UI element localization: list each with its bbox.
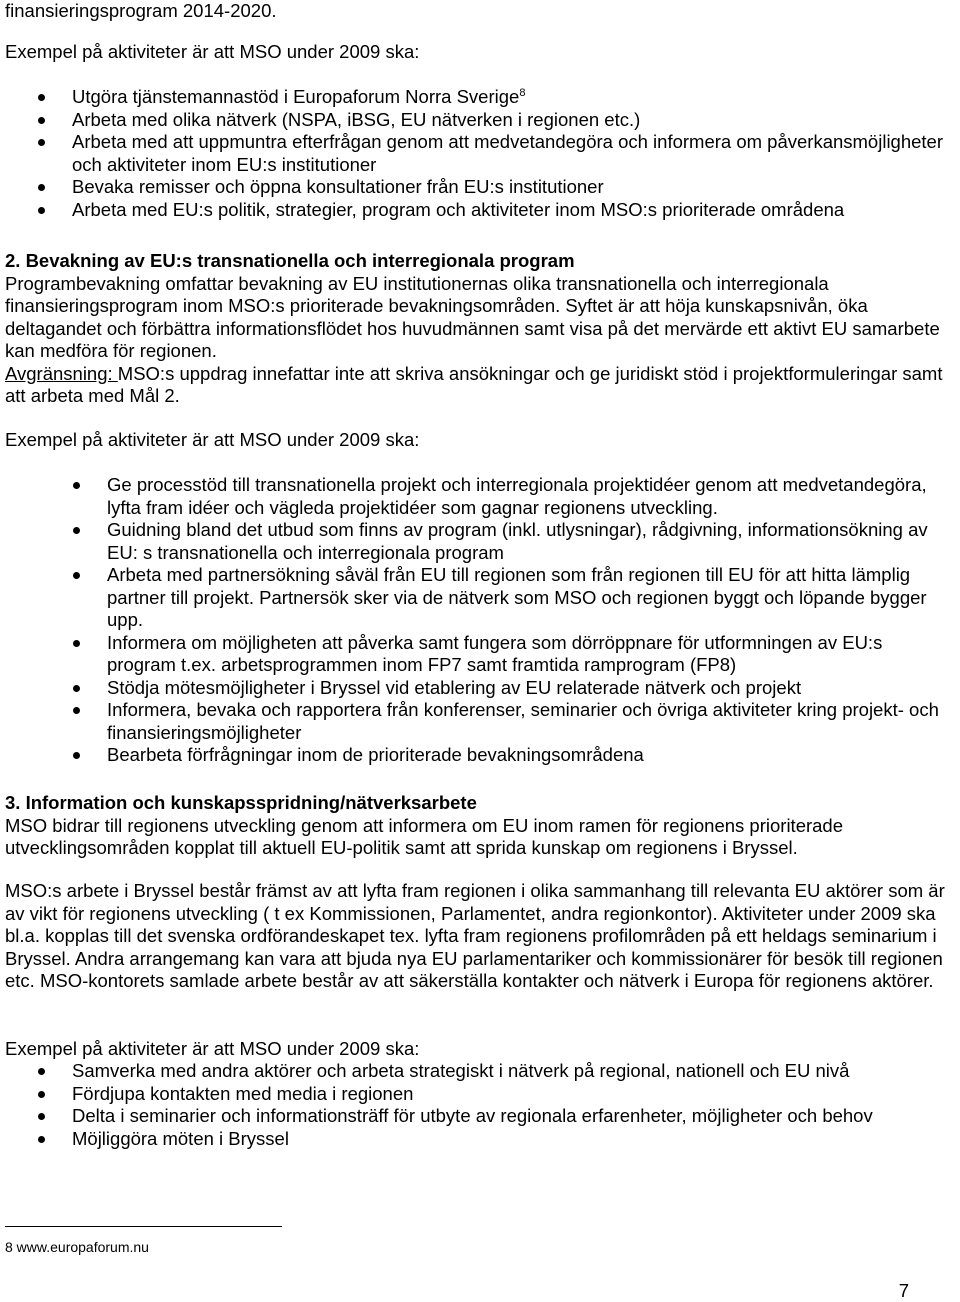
top-line: finansieringsprogram 2014-2020.: [5, 0, 277, 21]
activity-list-1: [5, 86, 956, 221]
section-2-paragraph: Programbevakning omfattar bevakning av EU institutionernas olika transnationella och interregionala finansieringsprogram inom MSO:s prioriterade bevakningsområden. Syftet är att höja kunskapsnivån, öka deltagandet och förbättra informationsflödet hos huvudmännen samt visa på det mervärde ett aktivt EU samarbete kan medföra för regionen.: [5, 272, 940, 361]
list-item: Informera, bevaka och rapportera från konferenser, seminarier och övriga aktiviteter kring projekt- och finansieringsmöjligheter: [5, 699, 956, 744]
limit-text: MSO:s uppdrag innefattar inte att skriva ansökningar och ge juridiskt stöd i projektformuleringar samt att arbeta med Mål 2.: [5, 362, 943, 406]
section-3-paragraph-1: MSO bidrar till regionens utveckling genom att informera om EU inom ramen för regionens prioriterade utvecklingsområden kopplat till aktuell EU-politik samt att sprida kunskap om regionens i Bryssel.: [5, 814, 844, 858]
activity-list-2: [5, 474, 956, 767]
list-item: Guidning bland det utbud som finns av program (inkl. utlysningar), rådgivning, informationsökning av EU: s transnationella och interregionala program: [5, 519, 956, 564]
section-3-heading: 3. Information och kunskapsspridning/nätverksarbete: [5, 792, 477, 813]
section-2-heading: 2. Bevakning av EU:s transnationella och interregionala program: [5, 250, 575, 271]
footnote-divider: [5, 1226, 282, 1227]
footnote: 8 www.europaforum.nu: [5, 1239, 149, 1255]
list-item: Arbeta med EU:s politik, strategier, program och aktiviteter inom MSO:s prioriterade områdena: [5, 199, 956, 222]
list-item: Arbeta med partnersökning såväl från EU till regionen som från regionen till EU för att hitta lämplig partner till projekt. Partnersök sker via de nätverk som MSO och regionen byggt och löpande bygger upp.: [5, 564, 956, 632]
list-item: Stödja mötesmöjligheter i Bryssel vid etablering av EU relaterade nätverk och projekt: [5, 677, 956, 700]
example-heading-3: Exempel på aktiviteter är att MSO under 2009 ska:: [5, 1038, 420, 1059]
limit-label: Avgränsning:: [5, 362, 118, 384]
list-item: Fördjupa kontakten med media i regionen: [5, 1083, 956, 1106]
list-item: Delta i seminarier och informationsträff för utbyte av regionala erfarenheter, möjligheter och behov: [5, 1105, 956, 1128]
section-2-limit: [5, 363, 956, 408]
section-3-paragraph-2: MSO:s arbete i Bryssel består främst av att lyfta fram regionen i olika sammanhang till relevanta EU aktörer som är av vikt för regionens utveckling ( t ex Kommissionen, Parlamentet, andra regionkontor). Aktiviteter under 2009 ska bl.a. kopplas till det svenska ordförandeskapet tex. lyfta fram regionens profilområden på ett heldags seminarium i Bryssel. Andra arrangemang kan vara att bjuda nya EU parlamentariker och kommissionärer för besök till regionen etc. MSO-kontorets samlade arbete består av att säkerställa kontakter och nätverk i Europa för regionens aktörer.: [5, 880, 945, 991]
list-item: Utgöra tjänstemannastöd i Europaforum Norra Sverige$^8$: [5, 86, 956, 109]
list-item: Samverka med andra aktörer och arbeta strategiskt i nätverk på regional, nationell och EU nivå: [5, 1060, 956, 1083]
section-3: [5, 792, 956, 860]
example-heading-2: Exempel på aktiviteter är att MSO under 2009 ska:: [5, 429, 420, 450]
section-2: [5, 250, 956, 408]
intro-line: [5, 0, 956, 23]
list-item: Arbeta med att uppmuntra efterfrågan genom att medvetandegöra och informera om påverkansmöjligheter och aktiviteter inom EU:s institutioner: [5, 131, 956, 176]
list-item: Ge processtöd till transnationella projekt och interregionala projektidéer genom att medvetandegöra, lyfta fram idéer och vägleda projektidéer som gagnar regionens utveckling.: [5, 474, 956, 519]
activity-list-3: [5, 1060, 956, 1150]
list-item: Bevaka remisser och öppna konsultationer från EU:s institutioner: [5, 176, 956, 199]
page-number: 7: [898, 1280, 909, 1301]
footnote-ref: 8: [519, 87, 526, 99]
list-item: Informera om möjligheten att påverka samt fungera som dörröppnare för utformningen av EU:s program t.ex. arbetsprogrammen inom FP7 samt framtida ramprogram (FP8): [5, 632, 956, 677]
example-heading-1: Exempel på aktiviteter är att MSO under 2009 ska:: [5, 41, 420, 62]
list-item: Arbeta med olika nätverk (NSPA, iBSG, EU nätverken i regionen etc.): [5, 109, 956, 132]
list-item: Bearbeta förfrågningar inom de prioriterade bevakningsområdena: [5, 744, 956, 767]
list-item: Möjliggöra möten i Bryssel: [5, 1128, 956, 1151]
